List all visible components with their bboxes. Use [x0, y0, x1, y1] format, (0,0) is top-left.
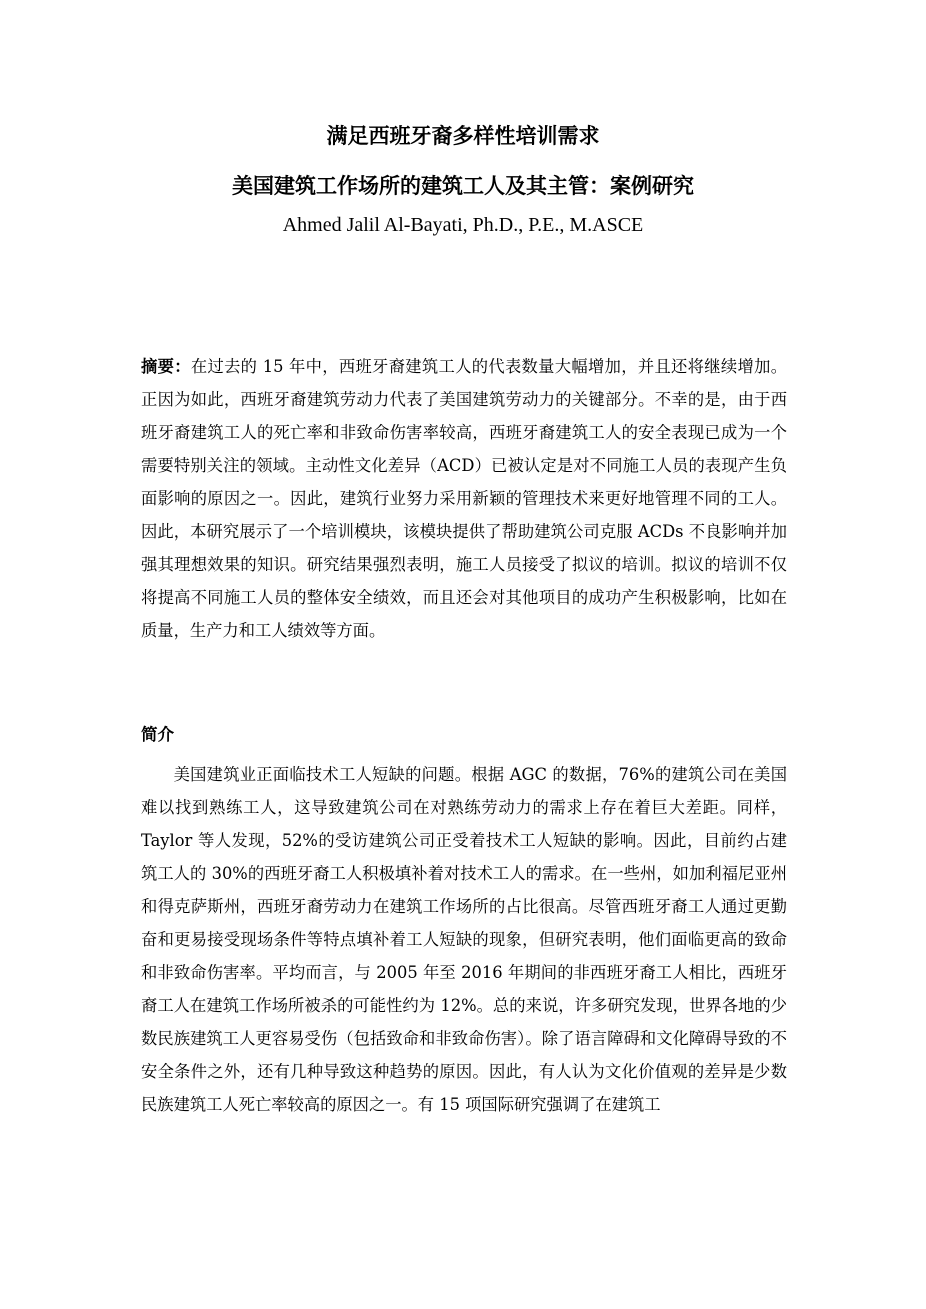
abstract-label: 摘要：	[141, 357, 191, 376]
intro-heading: 简介	[141, 725, 174, 744]
intro-paragraph: 美国建筑业正面临技术工人短缺的问题。根据 AGC 的数据，76%的建筑公司在美国难以找到熟练工人，这导致建筑公司在对熟练劳动力的需求上存在着巨大差距。同样，Taylor 等人发现，52%的受访建筑公司正受着技术工人短缺的影响。因此，目前约占建筑工人的 30%的西班牙裔工人积极填补着对技术工人的需求。在一些州，如加利福尼亚州和得克萨斯州，西班牙裔劳动力在建筑工作场所的占比很高。尽管西班牙裔工人通过更勤奋和更易接受现场条件等特点填补着工人短缺的现象，但研究表明，他们面临更高的致命和非致命伤害率。平均而言，与 2005 年至 2016 年期间的非西班牙裔工人相比，西班牙裔工人在建筑工作场所被杀的可能性约为 12%。总的来说，许多研究发现，世界各地的少数民族建筑工人更容易受伤（包括致命和非致命伤害）。除了语言障碍和文化障碍导致的不安全条件之外，还有几种导致这种趋势的原因。因此，有人认为文化价值观的差异是少数民族建筑工人死亡率较高的原因之一。有 15 项国际研究强调了在建筑工	[141, 765, 787, 1114]
abstract-text: 在过去的 15 年中，西班牙裔建筑工人的代表数量大幅增加，并且还将继续增加。正因为如此，西班牙裔建筑劳动力代表了美国建筑劳动力的关键部分。不幸的是，由于西班牙裔建筑工人的死亡率和非致命伤害率较高，西班牙裔建筑工人的安全表现已成为一个需要特别关注的领域。主动性文化差异（ACD）已被认定是对不同施工人员的表现产生负面影响的原因之一。因此，建筑行业努力采用新颖的管理技术来更好地管理不同的工人。因此，本研究展示了一个培训模块，该模块提供了帮助建筑公司克服 ACDs 不良影响并加强其理想效果的知识。研究结果强烈表明，施工人员接受了拟议的培训。拟议的培训不仅将提高不同施工人员的整体安全绩效，而且还会对其他项目的成功产生积极影响，比如在质量，生产力和工人绩效等方面。	[141, 357, 787, 640]
paper-title-line-2: 美国建筑工作场所的建筑工人及其主管：案例研究	[232, 174, 694, 198]
author-line: Ahmed Jalil Al-Bayati, Ph.D., P.E., M.ASCE	[282, 214, 644, 236]
paper-title-line-1: 满足西班牙裔多样性培训需求	[326, 124, 600, 148]
abstract-paragraph	[141, 350, 787, 647]
